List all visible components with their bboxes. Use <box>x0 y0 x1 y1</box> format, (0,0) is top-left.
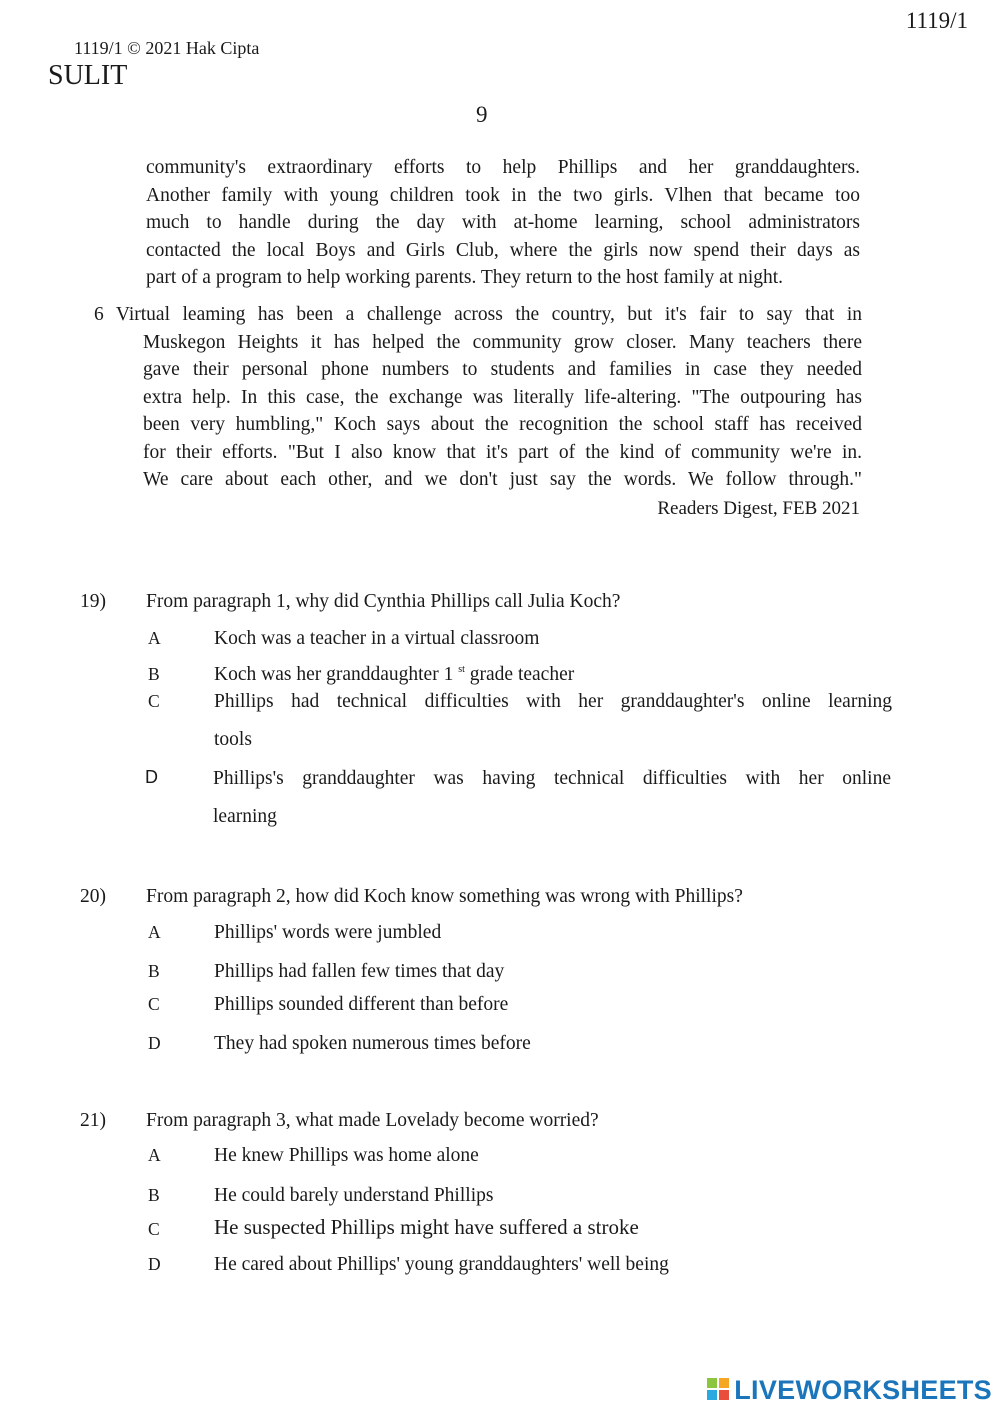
text-line: Another family with young children took in the two girls. Vlhen that became too <box>146 184 860 206</box>
text-line: Phillips had technical difficulties with her granddaughter's online learning <box>214 691 892 712</box>
text-line: extra help. In this case, the exchange was literally life-altering. "The outpouring has <box>143 386 862 408</box>
text-line: for their efforts. "But I also know that it's part of the kind of community we're in. <box>143 441 862 463</box>
text-line: gave their personal phone numbers to students and families in case they needed <box>143 359 862 380</box>
text-line: 6 Virtual leaming has been a challenge across the country, but it's fair to say that in <box>94 304 862 325</box>
question-text: From paragraph 2, how did Koch know something was wrong with Phillips? <box>146 886 743 907</box>
option-letter: C <box>148 994 160 1014</box>
liveworksheets-logo[interactable] <box>707 1376 992 1404</box>
passage-paragraph-5 <box>146 154 860 292</box>
question-text: From paragraph 1, why did Cynthia Phillips call Julia Koch? <box>146 591 621 612</box>
option-letter: A <box>148 628 161 648</box>
passage-source: Readers Digest, FEB 2021 <box>657 498 860 519</box>
option-text <box>213 760 891 836</box>
option-letter: C <box>148 1219 160 1239</box>
paper-code: 1119/1 <box>905 8 968 33</box>
text-line: been very humbling," Koch says about the recognition the school staff has received <box>143 414 862 435</box>
copyright-notice: 1119/1 © 2021 Hak Cipta <box>74 38 260 58</box>
option-text: Koch was a teacher in a virtual classroom <box>214 628 540 649</box>
option-letter: A <box>148 922 161 942</box>
ordinal-suffix: st <box>458 664 465 675</box>
option-text <box>214 683 892 759</box>
option-text-rest: grade teacher <box>464 664 575 685</box>
option-letter: C <box>148 691 160 711</box>
question-text: From paragraph 3, what made Lovelady become worried? <box>146 1110 599 1131</box>
option-text: They had spoken numerous times before <box>214 1033 531 1054</box>
option-text: He could barely understand Phillips <box>214 1185 494 1206</box>
option-text: Phillips sounded different than before <box>214 994 509 1015</box>
text-line: much to handle during the day with at-home learning, school administrators <box>146 212 860 233</box>
option-letter: D <box>148 1254 161 1274</box>
question-number: 21) <box>80 1110 106 1131</box>
text-line: Muskegon Heights it has helped the community grow closer. Many teachers there <box>143 331 862 353</box>
page-number: 9 <box>476 102 488 127</box>
option-text-main: Koch was her granddaughter 1 <box>214 664 454 685</box>
logo-icon <box>707 1378 731 1402</box>
passage-paragraph-6 <box>94 301 862 494</box>
option-text: Phillips had fallen few times that day <box>214 961 505 982</box>
option-letter: B <box>148 961 160 981</box>
option-letter: B <box>148 1185 160 1205</box>
text-line: community's extraordinary efforts to help Phillips and her granddaughters. <box>146 157 860 178</box>
logo-text: LIVEWORKSHEETS <box>734 1374 992 1405</box>
text-line: We care about each other, and we don't just say the words. We follow through." <box>143 469 862 490</box>
text-line: contacted the local Boys and Girls Club, where the girls now spend their days as <box>146 239 860 261</box>
option-letter: D <box>145 767 158 787</box>
option-text: He cared about Phillips' young granddaughters' well being <box>214 1254 669 1275</box>
text-line: learning <box>213 806 277 827</box>
sulit-label: SULIT <box>48 60 128 91</box>
text-line: tools <box>214 729 252 750</box>
question-number: 19) <box>80 591 106 612</box>
text-line: Phillips's granddaughter was having technical difficulties with her online <box>213 768 891 789</box>
question-number: 20) <box>80 886 106 907</box>
text-line: part of a program to help working parents. They return to the host family at night. <box>146 267 784 288</box>
option-text: He knew Phillips was home alone <box>214 1145 479 1166</box>
option-letter: B <box>148 664 160 684</box>
option-text: He suspected Phillips might have suffered a stroke <box>214 1215 639 1239</box>
option-letter: A <box>148 1145 161 1165</box>
option-letter: D <box>148 1033 161 1053</box>
option-text: Phillips' words were jumbled <box>214 922 442 943</box>
